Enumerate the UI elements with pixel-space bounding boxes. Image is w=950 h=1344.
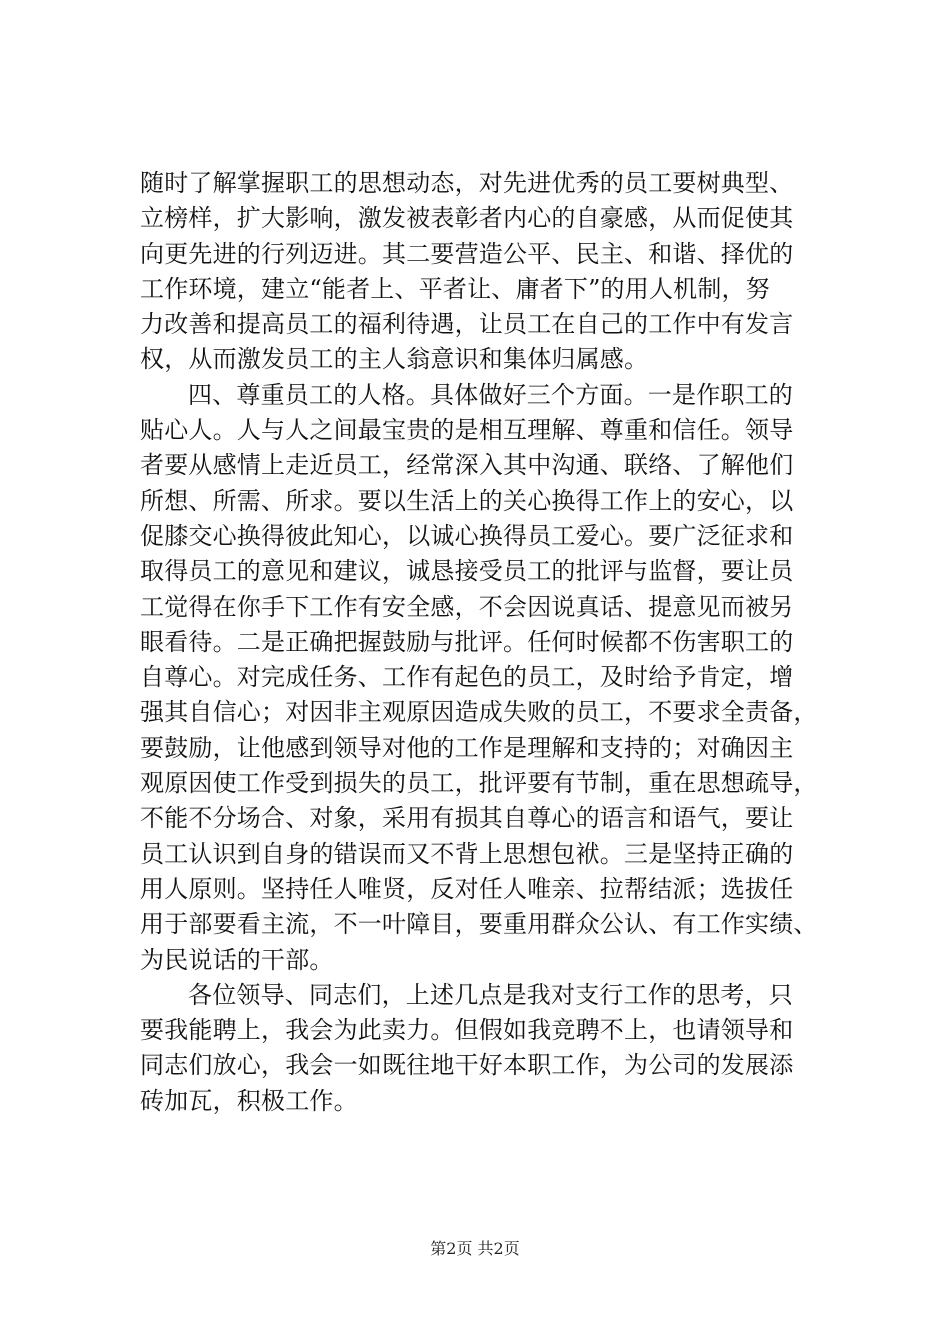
text-line: 工作环境，建立“能者上、平者让、庸者下”的用人机制，努	[140, 274, 770, 303]
text-line: 随时了解掌握职工的思想动态，对先进优秀的员工要树典型、	[140, 169, 794, 197]
page-footer: 第2页 共2页	[430, 1239, 520, 1258]
text-line: 砖加瓦，积极工作。	[140, 1086, 358, 1115]
text-line: 所想、所需、所求。要以生活上的关心换得工作上的安心，以	[140, 486, 794, 515]
text-line: 工觉得在你手下工作有安全感，不会因说真话、提意见而被另	[140, 592, 794, 621]
text-line: 用于部要看主流，不一叶障目，要重用群众公认、有工作实绩、	[140, 910, 818, 939]
text-line: 强其自信心；对因非主观原因造成失败的员工，不要求全责备，	[140, 698, 818, 727]
text-line: 同志们放心，我会一如既往地干好本职工作，为公司的发展添	[140, 1051, 794, 1080]
text-line: 各位领导、同志们，上述几点是我对支行工作的思考，只	[188, 980, 793, 1009]
text-line: 自尊心。对完成任务、工作有起色的员工，及时给予肯定，增	[140, 663, 794, 692]
text-line: 观原因使工作受到损失的员工，批评要有节制，重在思想疏导，	[140, 769, 818, 798]
text-line: 贴心人。人与人之间最宝贵的是相互理解、尊重和信任。领导	[140, 416, 794, 445]
text-line: 眼看待。二是正确把握鼓励与批评。任何时候都不伤害职工的	[140, 627, 794, 656]
text-line: 员工认识到自身的错误而又不背上思想包袱。三是坚持正确的	[140, 839, 794, 868]
text-line: 取得员工的意见和建议，诚恳接受员工的批评与监督，要让员	[140, 557, 794, 586]
text-line: 立榜样，扩大影响，激发被表彰者内心的自豪感，从而促使其	[140, 204, 794, 233]
text-line: 者要从感情上走近员工，经常深入其中沟通、联络、了解他们	[140, 451, 794, 480]
text-line: 促膝交心换得彼此知心，以诚心换得员工爱心。要广泛征求和	[140, 521, 794, 550]
text-line: 要鼓励，让他感到领导对他的工作是理解和支持的；对确因主	[140, 733, 794, 762]
text-line: 权，从而激发员工的主人翁意识和集体归属感。	[140, 345, 649, 374]
text-line: 四、尊重员工的人格。具体做好三个方面。一是作职工的	[188, 380, 793, 409]
text-line: 用人原则。坚持任人唯贤，反对任人唯亲、拉帮结派；选拔任	[140, 874, 794, 903]
text-line: 向更先进的行列迈进。其二要营造公平、民主、和谐、择优的	[140, 239, 794, 268]
text-line: 不能不分场合、对象，采用有损其自尊心的语言和语气，要让	[140, 804, 794, 833]
text-line: 要我能聘上，我会为此卖力。但假如我竞聘不上，也请领导和	[140, 1016, 794, 1045]
text-line: 力改善和提高员工的福利待遇，让员工在自己的工作中有发言	[140, 310, 794, 339]
text-line: 为民说话的干部。	[140, 945, 334, 974]
document-body	[140, 166, 840, 1119]
